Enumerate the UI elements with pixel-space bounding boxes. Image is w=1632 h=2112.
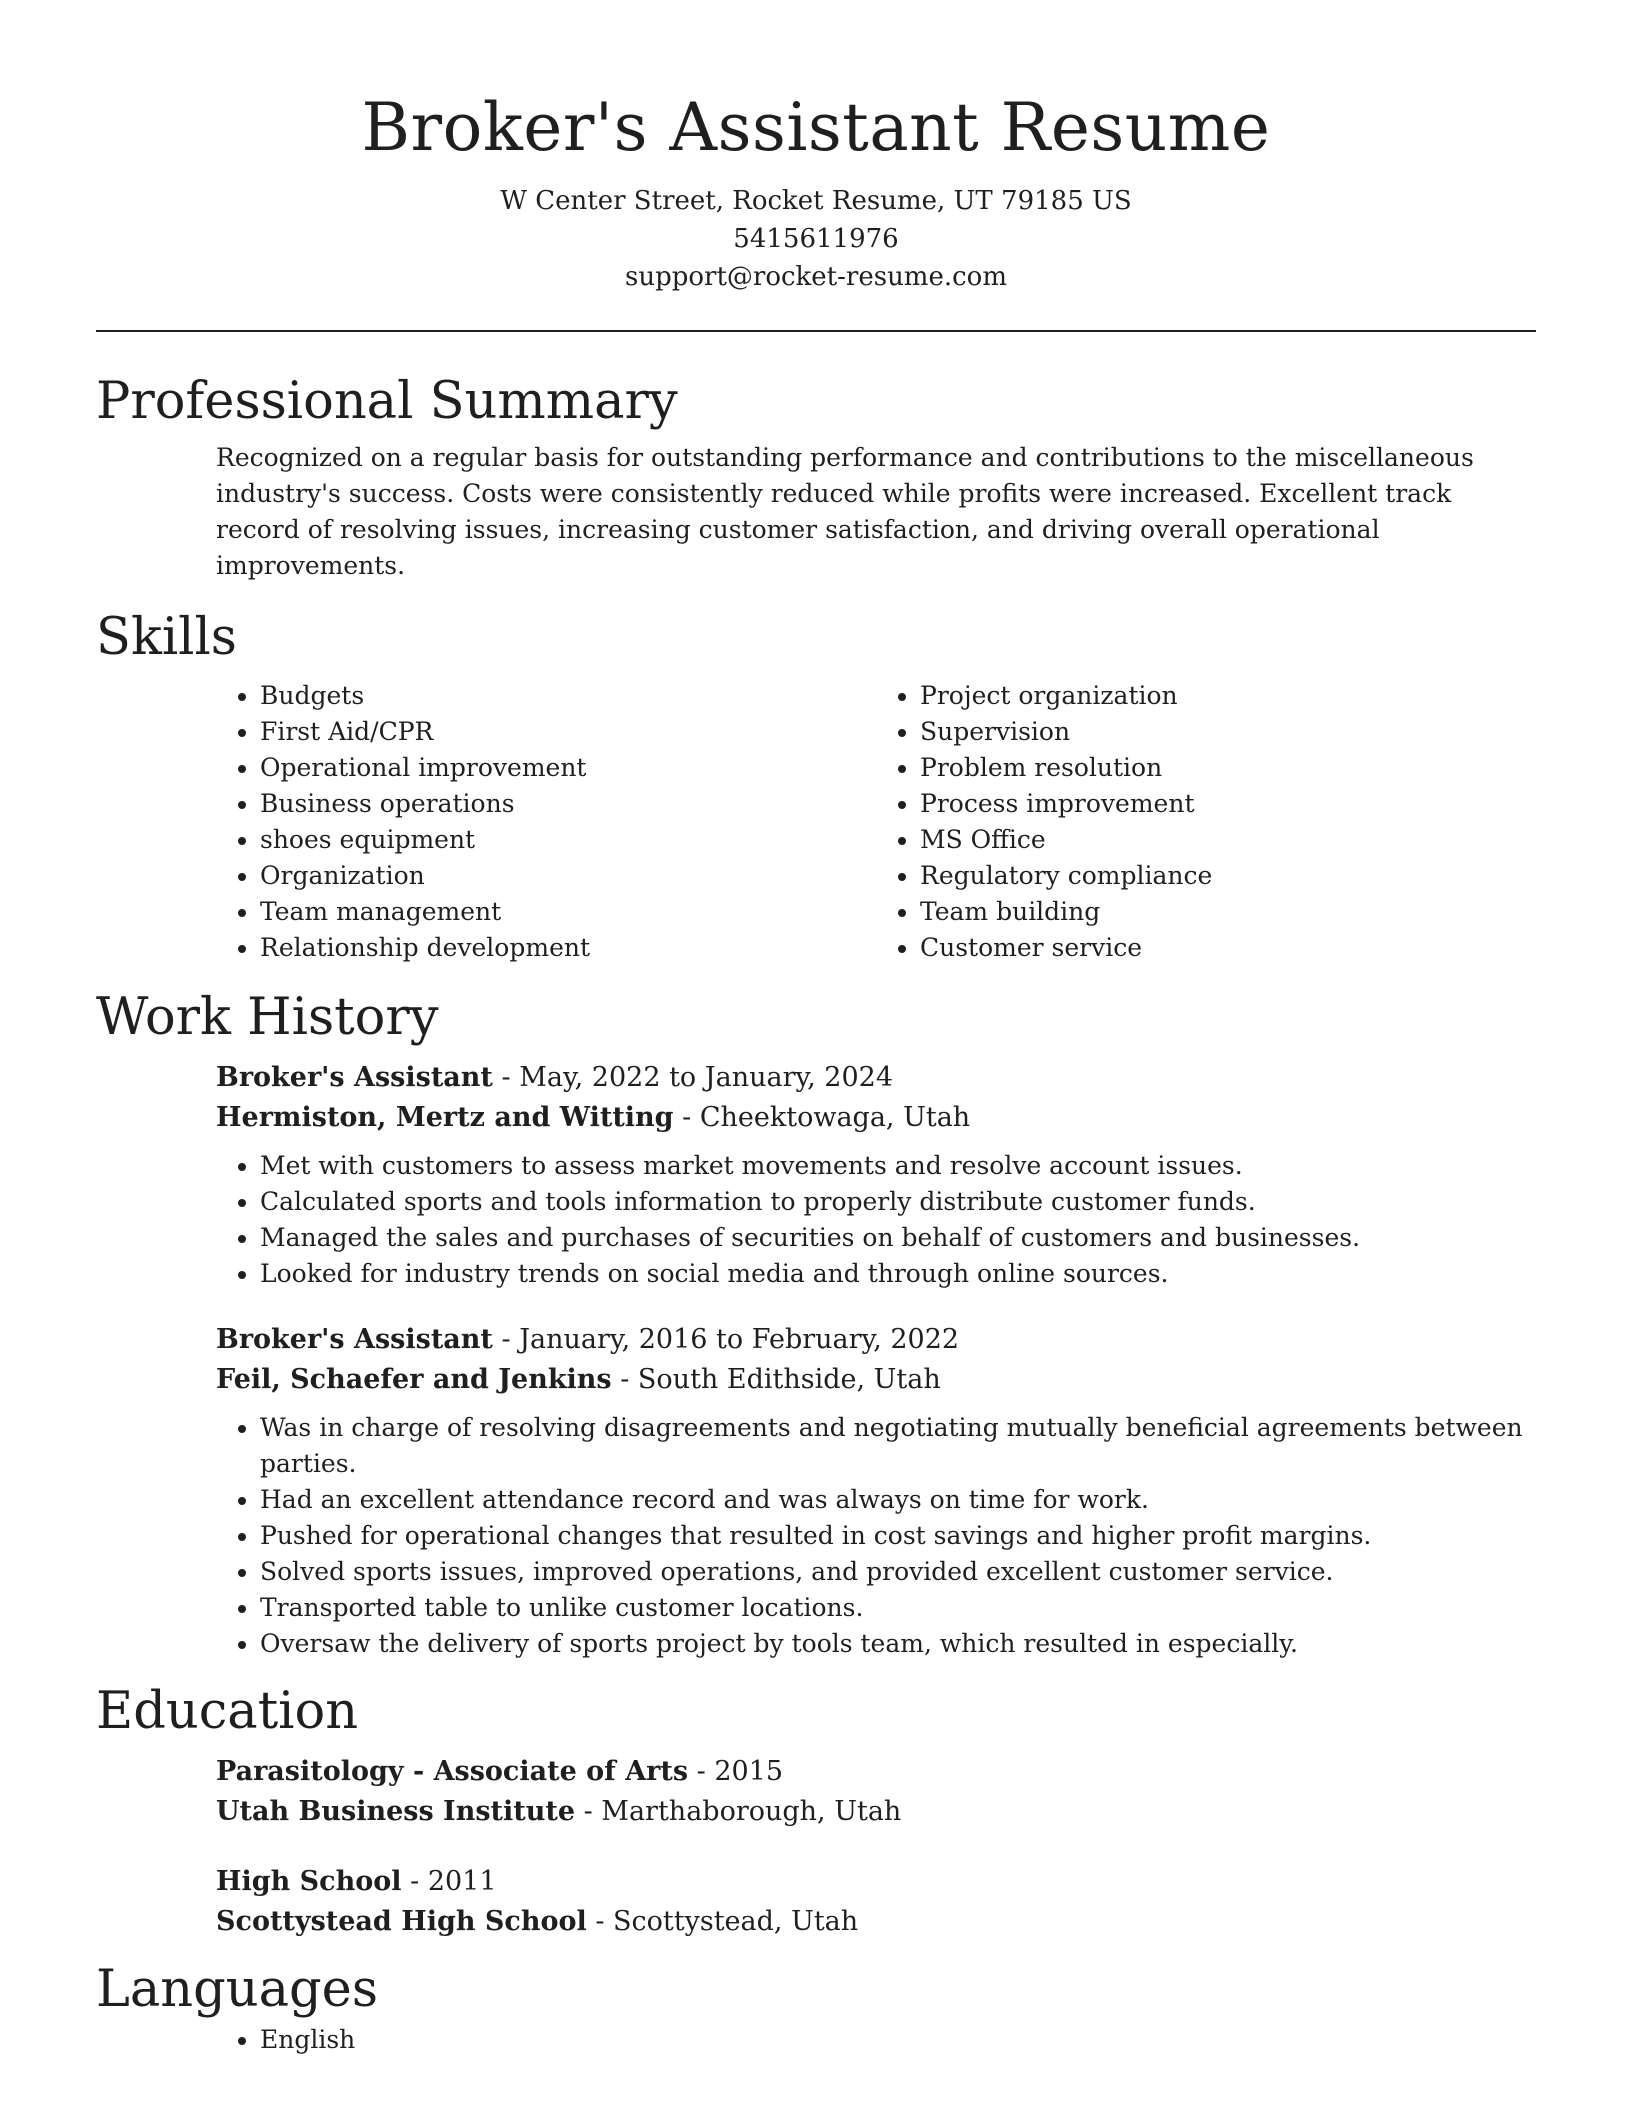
phone-text: 5415611976: [733, 224, 899, 254]
header-divider: [96, 330, 1536, 332]
job-duty-item: • Calculated sports and tools information to properly distribute customer funds.: [260, 1184, 1536, 1220]
education-entry: [216, 1862, 1536, 1942]
resume-page: [96, 0, 1536, 2058]
job-location: - South Edithside, Utah: [611, 1364, 941, 1395]
job-duty-item: • Looked for industry trends on social media and through online sources.: [260, 1256, 1536, 1292]
skills-list-right: [876, 678, 1536, 966]
summary-heading: Professional Summary: [96, 372, 678, 431]
job-company-line: [216, 1098, 1536, 1138]
languages-section: [96, 1958, 1536, 2058]
job-company: Hermiston, Mertz and Witting: [216, 1102, 674, 1133]
education-location: - Scottystead, Utah: [586, 1906, 859, 1937]
skill-item: • MS Office: [920, 822, 1536, 858]
job-company: Feil, Schaefer and Jenkins: [216, 1364, 612, 1395]
job-dates: - May, 2022 to January, 2024: [492, 1062, 894, 1093]
job-duty-item: • Oversaw the delivery of sports project by tools team, which resulted in especially.: [260, 1626, 1536, 1662]
education-degree-line: [216, 1752, 1536, 1792]
job-title-line: [216, 1058, 1536, 1098]
education-location: - Marthaborough, Utah: [575, 1796, 902, 1827]
job-dates: - January, 2016 to February, 2022: [492, 1324, 960, 1355]
education-degree: Parasitology - Associate of Arts: [216, 1756, 689, 1787]
education-school: Utah Business Institute: [216, 1796, 576, 1827]
summary-text: Recognized on a regular basis for outstanding performance and contributions to the miscellaneous industry's success. Costs were consistently reduced while profits were increased. Excellent track record of resolving issues, increasing customer satisfaction, and driving overall operational improvements.: [216, 443, 1474, 580]
education-school: Scottystead High School: [216, 1906, 587, 1937]
skills-heading: Skills: [96, 608, 237, 667]
summary-section: [96, 370, 1536, 584]
education-degree-line: [216, 1862, 1536, 1902]
work-history-section: [96, 986, 1536, 1662]
education-school-line: [216, 1902, 1536, 1942]
skill-item: • Team management: [260, 894, 876, 930]
skill-item: • Organization: [260, 858, 876, 894]
skill-item: • Project organization: [920, 678, 1536, 714]
skill-item: • shoes equipment: [260, 822, 876, 858]
email-text: support@rocket-resume.com: [624, 262, 1007, 292]
skill-item: • Supervision: [920, 714, 1536, 750]
job-duties: [216, 1148, 1536, 1292]
job-entry: [216, 1320, 1536, 1662]
address-text: W Center Street, Rocket Resume, UT 79185 US: [500, 186, 1132, 216]
job-duty-item: • Had an excellent attendance record and was always on time for work.: [260, 1482, 1536, 1518]
job-entry: [216, 1058, 1536, 1292]
skill-item: • Problem resolution: [920, 750, 1536, 786]
language-item: • English: [260, 2022, 1536, 2058]
skill-item: • Process improvement: [920, 786, 1536, 822]
skill-item: • Customer service: [920, 930, 1536, 966]
job-company-line: [216, 1360, 1536, 1400]
job-duty-item: • Met with customers to assess market movements and resolve account issues.: [260, 1148, 1536, 1184]
education-school-line: [216, 1792, 1536, 1832]
work-history-heading: Work History: [96, 988, 439, 1047]
resume-title: Broker's Assistant Resume: [361, 89, 1271, 166]
job-role: Broker's Assistant: [216, 1324, 493, 1355]
skills-list-left: [216, 678, 876, 966]
job-duty-item: • Managed the sales and purchases of securities on behalf of customers and businesses.: [260, 1220, 1536, 1256]
skill-item: • First Aid/CPR: [260, 714, 876, 750]
skill-item: • Budgets: [260, 678, 876, 714]
job-duty-item: • Pushed for operational changes that resulted in cost savings and higher profit margins.: [260, 1518, 1536, 1554]
education-heading: Education: [96, 1682, 359, 1741]
skills-section: [96, 606, 1536, 966]
job-duty-item: • Solved sports issues, improved operations, and provided excellent customer service.: [260, 1554, 1536, 1590]
languages-heading: Languages: [96, 1960, 379, 2019]
skill-item: • Relationship development: [260, 930, 876, 966]
contact-block: [96, 182, 1536, 296]
job-duty-item: • Was in charge of resolving disagreements and negotiating mutually beneficial agreements between parties.: [260, 1410, 1536, 1482]
job-role: Broker's Assistant: [216, 1062, 493, 1093]
skill-item: • Business operations: [260, 786, 876, 822]
resume-header: [96, 0, 1536, 332]
education-year: - 2011: [401, 1866, 497, 1897]
skill-item: • Regulatory compliance: [920, 858, 1536, 894]
education-degree: High School: [216, 1866, 402, 1897]
languages-list: [216, 2022, 1536, 2058]
skill-item: • Operational improvement: [260, 750, 876, 786]
job-duty-item: • Transported table to unlike customer locations.: [260, 1590, 1536, 1626]
education-year: - 2015: [688, 1756, 784, 1787]
job-location: - Cheektowaga, Utah: [673, 1102, 971, 1133]
skill-item: • Team building: [920, 894, 1536, 930]
education-section: [96, 1680, 1536, 1942]
education-entry: [216, 1752, 1536, 1832]
job-title-line: [216, 1320, 1536, 1360]
skills-grid: [216, 678, 1536, 966]
job-duties: [216, 1410, 1536, 1662]
